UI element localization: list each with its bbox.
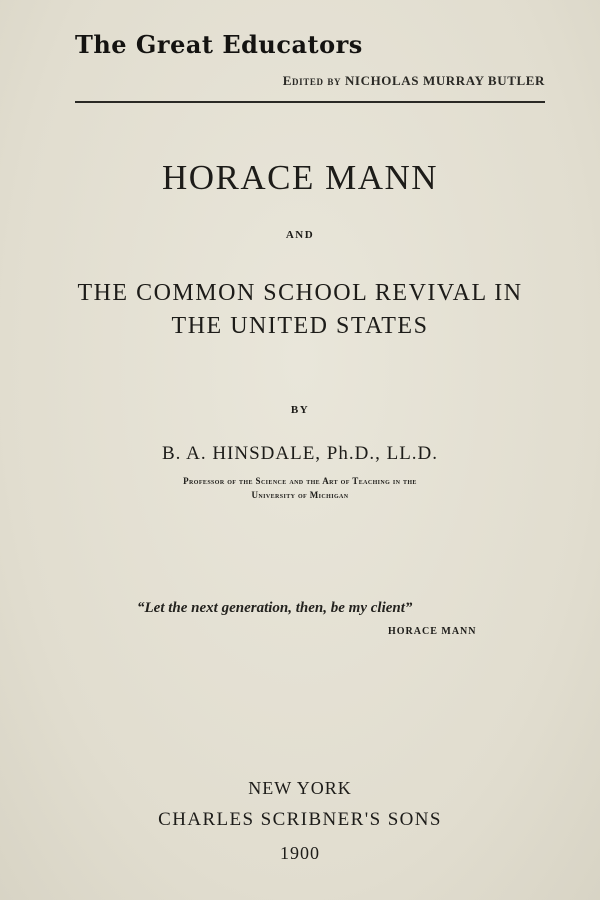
author-name: B. A. HINSDALE, Ph.D., LL.D. xyxy=(161,443,439,464)
title-conjunction: AND xyxy=(285,229,315,241)
book-title: HORACE MANN xyxy=(161,158,439,197)
imprint-publisher: CHARLES SCRIBNER'S SONS xyxy=(158,809,442,830)
header-rule xyxy=(75,101,545,103)
series-editor: Edited by NICHOLAS MURRAY BUTLER xyxy=(282,73,545,88)
subtitle-line-2: THE UNITED STATES xyxy=(171,313,429,339)
epigraph-quote: “Let the next generation, then, be my client” xyxy=(137,600,413,616)
series-title: The Great Educators xyxy=(75,30,363,59)
affiliation-line-2: University of Michigan xyxy=(251,490,349,500)
book-subtitle xyxy=(0,277,600,343)
epigraph-attribution: HORACE MANN xyxy=(388,626,477,637)
subtitle-line-1: THE COMMON SCHOOL REVIVAL IN xyxy=(77,280,523,306)
series-header xyxy=(75,30,545,106)
byline: BY xyxy=(290,404,310,416)
imprint-place: NEW YORK xyxy=(248,778,352,798)
affiliation-line-1: Professor of the Science and the Art of Teaching in the xyxy=(183,476,417,486)
imprint-year: 1900 xyxy=(280,843,320,863)
author-affiliation xyxy=(0,474,600,502)
